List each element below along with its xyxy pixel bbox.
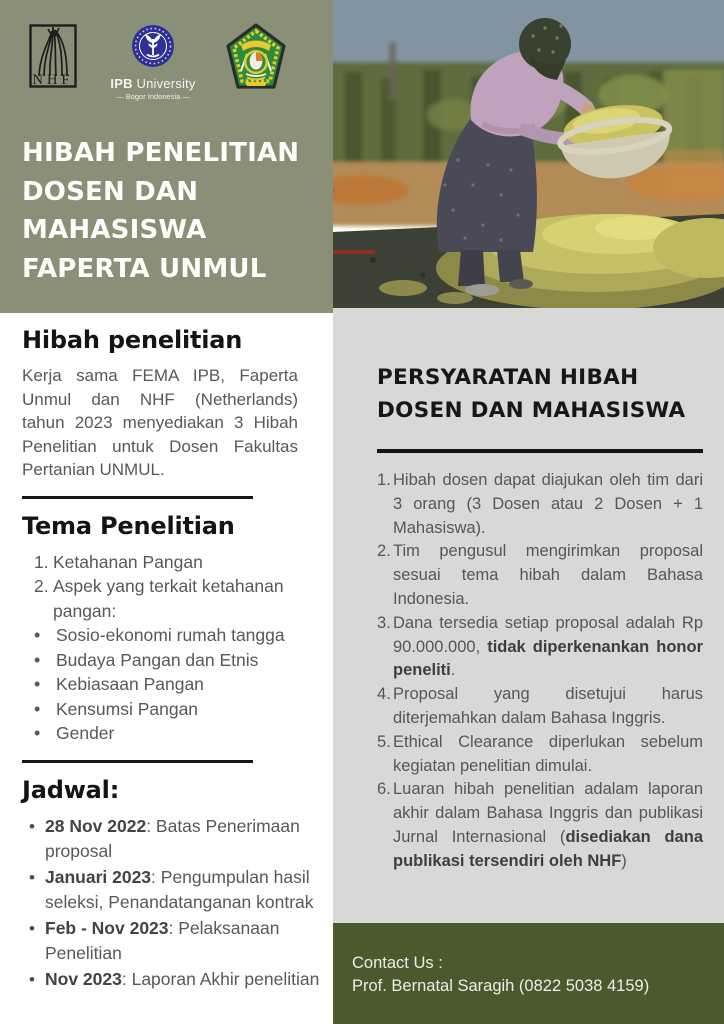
list-item: • Gender <box>34 721 324 746</box>
contact-label: Contact Us : <box>352 954 443 972</box>
left-column <box>0 313 333 1024</box>
divider <box>377 449 703 453</box>
poster-title <box>22 134 322 288</box>
header-panel <box>0 0 333 313</box>
right-column <box>333 308 724 923</box>
list-item: Aspek yang terkait ketahanan pangan: <box>53 576 284 621</box>
requirement-item: Proposal yang disetujui harus diterjemahkan dalam Bahasa Inggris. <box>393 685 703 727</box>
contact-bar <box>333 923 724 1024</box>
schedule-item: • Nov 2023: Laporan Akhir penelitian <box>29 967 324 992</box>
poster-title-line: HIBAH PENELITIAN <box>22 138 300 168</box>
list-item: • Budaya Pangan dan Etnis <box>34 648 324 673</box>
requirements-list <box>377 469 703 874</box>
unmul-logo <box>226 23 286 91</box>
poster-title-line: MAHASISWA <box>22 215 207 245</box>
intro-heading: Hibah penelitian <box>22 326 243 354</box>
requirement-item: Hibah dosen dapat diajukan oleh tim dari 3 orang (3 Dosen atau 2 Dosen + 1 Mahasiswa). <box>393 471 703 537</box>
unmul-crest-icon <box>226 23 286 91</box>
requirement-item: Luaran hibah penelitian adalam laporan akhir dalam Bahasa Inggris dan publikasi Jurnal Internasional (disediakan dana publikasi tersendiri oleh NHF) <box>393 780 703 870</box>
poster-title-line: FAPERTA UNMUL <box>22 253 267 284</box>
schedule-item: • Januari 2023: Pengumpulan hasil seleksi, Penandatanganan kontrak <box>29 865 324 915</box>
requirements-heading: PERSYARATAN HIBAH DOSEN DAN MAHASISWA <box>377 365 686 423</box>
ipb-logo <box>98 25 208 101</box>
requirement-item: Dana tersedia setiap proposal adalah Rp 90.000.000, tidak diperkenankan honor peneliti. <box>393 613 704 680</box>
tema-heading: Tema Penelitian <box>22 511 235 540</box>
ipb-logo-subtitle: — Bogor Indonesia — <box>98 92 208 101</box>
contact-person: Prof. Bernatal Saragih (0822 5038 4159) <box>352 977 650 995</box>
nhf-logo <box>29 24 77 91</box>
schedule-item: • 28 Nov 2022: Batas Penerimaan proposal <box>29 814 324 864</box>
divider <box>22 760 253 763</box>
requirement-item: Tim pengusul mengirimkan proposal sesuai tema hibah dalam Bahasa Indonesia. <box>393 542 703 608</box>
list-item: • Kensumsi Pangan <box>34 697 324 722</box>
poster-title-line: DOSEN DAN <box>22 176 199 207</box>
jadwal-list <box>22 814 324 992</box>
tema-bullet-list <box>22 623 324 746</box>
nhf-label: NHF <box>32 72 74 88</box>
ipb-logo-name: IPB University <box>110 76 196 91</box>
intro-paragraph: Kerja sama FEMA IPB, Faperta Unmul dan NHF (Netherlands) tahun 2023 menyediakan 3 Hibah Penelitian untuk Dosen Fakultas Pertanian UNMUL. <box>22 366 298 479</box>
schedule-item: • Feb - Nov 2023: Pelaksanaan Penelitian <box>29 916 324 966</box>
divider <box>22 496 253 499</box>
list-item: • Kebiasaan Pangan <box>34 672 324 697</box>
list-item: • Sosio-ekonomi rumah tangga <box>34 623 324 648</box>
jadwal-heading: Jadwal: <box>22 775 120 804</box>
nhf-sheaf-icon <box>29 24 77 91</box>
ipb-tree-icon <box>132 25 174 67</box>
list-item: Ketahanan Pangan <box>53 551 203 572</box>
header-photo <box>333 0 724 308</box>
tema-numbered-list <box>22 550 324 624</box>
requirement-item: Ethical Clearance diperlukan sebelum kegiatan penelitian dimulai. <box>393 732 703 775</box>
